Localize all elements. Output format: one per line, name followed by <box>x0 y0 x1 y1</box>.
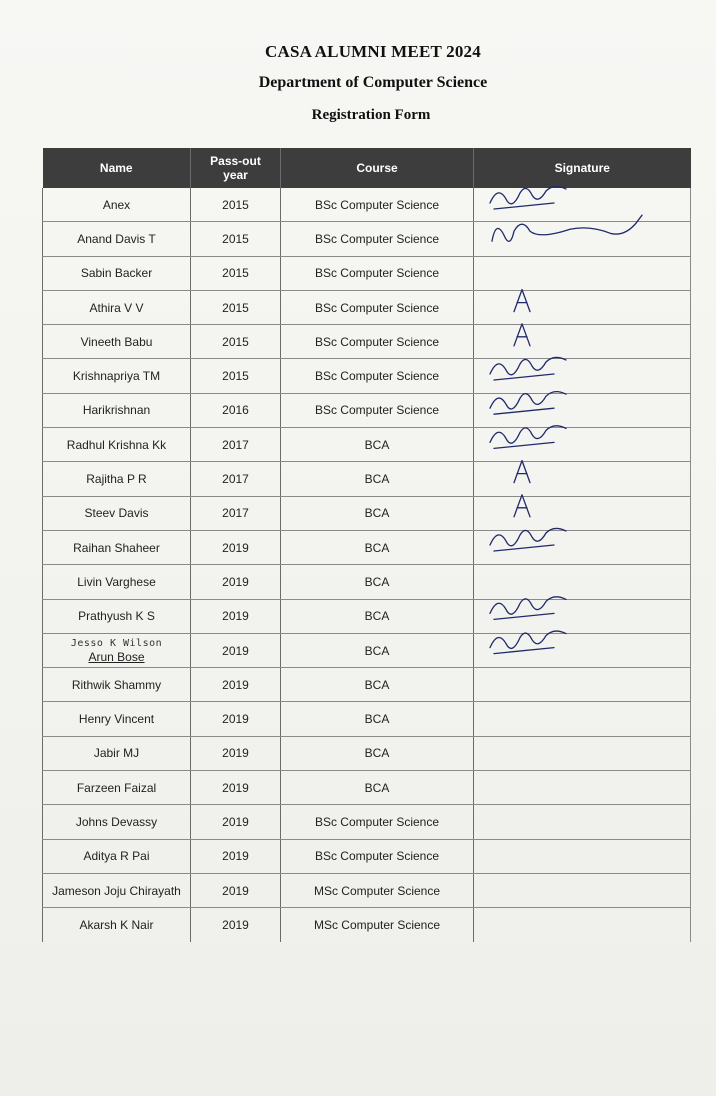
table-header-row <box>43 148 691 188</box>
cell-name: Farzeen Faizal <box>43 771 191 805</box>
cell-signature <box>474 428 691 462</box>
cell-signature <box>474 393 691 427</box>
table-row <box>43 702 691 736</box>
cell-course: BCA <box>281 599 474 633</box>
cell-course: MSc Computer Science <box>281 908 474 942</box>
handwritten-name: Jesso K Wilson <box>70 637 163 649</box>
cell-name: Livin Varghese <box>43 565 191 599</box>
cell-course: BSc Computer Science <box>281 393 474 427</box>
cell-year: 2015 <box>191 256 281 290</box>
cell-course: BCA <box>281 496 474 530</box>
department-title: Department of Computer Science <box>258 74 488 91</box>
cell-signature <box>474 222 691 256</box>
table-row <box>43 290 691 324</box>
cell-course: BCA <box>281 428 474 462</box>
table-row <box>43 736 691 770</box>
cell-course: BCA <box>281 702 474 736</box>
cell-year: 2017 <box>191 428 281 462</box>
table-row <box>43 359 691 393</box>
table-row <box>43 873 691 907</box>
cell-year: 2019 <box>191 805 281 839</box>
cell-year: 2019 <box>191 908 281 942</box>
table-row <box>43 565 691 599</box>
cell-year: 2019 <box>191 530 281 564</box>
table-row <box>43 771 691 805</box>
cell-signature <box>474 633 691 667</box>
cell-course: BCA <box>281 736 474 770</box>
cell-signature <box>474 873 691 907</box>
cell-course: BSc Computer Science <box>281 359 474 393</box>
table-row <box>43 393 691 427</box>
column-header-course: Course <box>281 148 474 188</box>
cell-course: BSc Computer Science <box>281 290 474 324</box>
cell-year: 2015 <box>191 188 281 222</box>
cell-year: 2019 <box>191 633 281 667</box>
cell-year: 2019 <box>191 771 281 805</box>
cell-course: BSc Computer Science <box>281 839 474 873</box>
cell-name: Jabir MJ <box>43 736 191 770</box>
cell-signature <box>474 736 691 770</box>
cell-name: Harikrishnan <box>43 393 191 427</box>
cell-course: BCA <box>281 771 474 805</box>
cell-year: 2015 <box>191 325 281 359</box>
cell-year: 2017 <box>191 462 281 496</box>
cell-signature <box>474 188 691 222</box>
cell-year: 2019 <box>191 736 281 770</box>
cell-name <box>43 633 191 667</box>
cell-name: Aditya R Pai <box>43 839 191 873</box>
cell-signature <box>474 530 691 564</box>
cell-name: Anex <box>43 188 191 222</box>
cell-course: BCA <box>281 530 474 564</box>
cell-year: 2017 <box>191 496 281 530</box>
cell-signature <box>474 325 691 359</box>
cell-signature <box>474 805 691 839</box>
column-header-year-line2: year <box>223 168 248 182</box>
cell-course: BSc Computer Science <box>281 256 474 290</box>
cell-year: 2015 <box>191 359 281 393</box>
cell-year: 2019 <box>191 599 281 633</box>
cell-signature <box>474 359 691 393</box>
cell-signature <box>474 668 691 702</box>
cell-name: Steev Davis <box>43 496 191 530</box>
cell-year: 2015 <box>191 222 281 256</box>
cell-signature <box>474 839 691 873</box>
cell-name: Akarsh K Nair <box>43 908 191 942</box>
cell-course: BCA <box>281 462 474 496</box>
table-row <box>43 188 691 222</box>
cell-name: Raihan Shaheer <box>43 530 191 564</box>
cell-course: BSc Computer Science <box>281 805 474 839</box>
table-row <box>43 908 691 942</box>
cell-signature <box>474 771 691 805</box>
event-title: CASA ALUMNI MEET 2024 <box>265 42 481 61</box>
table-row <box>43 222 691 256</box>
cell-name: Vineeth Babu <box>43 325 191 359</box>
cell-name: Radhul Krishna Kk <box>43 428 191 462</box>
cell-name: Johns Devassy <box>43 805 191 839</box>
table-row <box>43 428 691 462</box>
cell-year: 2019 <box>191 839 281 873</box>
form-title: Registration Form <box>311 107 431 123</box>
cell-signature <box>474 496 691 530</box>
table-row <box>43 530 691 564</box>
table-row <box>43 805 691 839</box>
cell-year: 2019 <box>191 702 281 736</box>
cell-name: Sabin Backer <box>43 256 191 290</box>
cell-course: BCA <box>281 565 474 599</box>
column-header-year <box>191 148 281 188</box>
cell-course: BCA <box>281 633 474 667</box>
cell-course: BCA <box>281 668 474 702</box>
cell-name: Rajitha P R <box>43 462 191 496</box>
cell-name: Jameson Joju Chirayath <box>43 873 191 907</box>
table-body <box>43 188 691 942</box>
cell-signature <box>474 908 691 942</box>
cell-year: 2016 <box>191 393 281 427</box>
cell-course: BSc Computer Science <box>281 222 474 256</box>
registration-table <box>42 148 691 942</box>
cell-signature <box>474 702 691 736</box>
cell-signature <box>474 565 691 599</box>
table-row <box>43 633 691 667</box>
cell-course: BSc Computer Science <box>281 325 474 359</box>
column-header-signature: Signature <box>474 148 691 188</box>
table-row <box>43 839 691 873</box>
cell-year: 2019 <box>191 873 281 907</box>
name-text: Arun Bose <box>88 649 145 664</box>
cell-course: MSc Computer Science <box>281 873 474 907</box>
cell-year: 2015 <box>191 290 281 324</box>
cell-name: Anand Davis T <box>43 222 191 256</box>
cell-course: BSc Computer Science <box>281 188 474 222</box>
cell-signature <box>474 290 691 324</box>
cell-signature <box>474 256 691 290</box>
cell-name: Rithwik Shammy <box>43 668 191 702</box>
cell-name: Krishnapriya TM <box>43 359 191 393</box>
table-row <box>43 599 691 633</box>
table-row <box>43 496 691 530</box>
table-row <box>43 462 691 496</box>
cell-name: Prathyush K S <box>43 599 191 633</box>
cell-name: Athira V V <box>43 290 191 324</box>
table-row <box>43 256 691 290</box>
column-header-year-line1: Pass-out <box>210 154 261 168</box>
table-row <box>43 668 691 702</box>
cell-signature <box>474 599 691 633</box>
cell-year: 2019 <box>191 668 281 702</box>
cell-name: Henry Vincent <box>43 702 191 736</box>
cell-year: 2019 <box>191 565 281 599</box>
table-row <box>43 325 691 359</box>
column-header-name: Name <box>43 148 191 188</box>
cell-signature <box>474 462 691 496</box>
